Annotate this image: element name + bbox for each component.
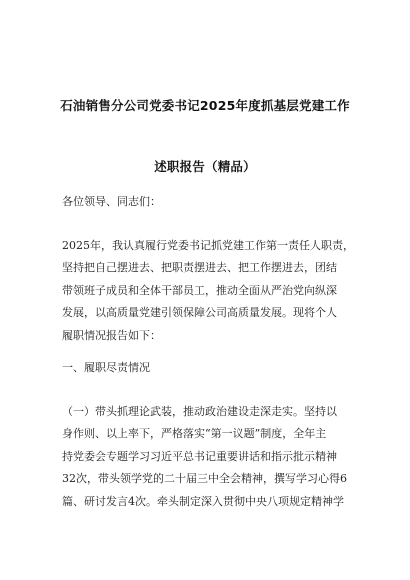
body-paragraph [62,401,362,513]
document-title-line-2: 述职报告（精品） [154,159,256,174]
document-title-line-1: 石油销售分公司党委书记2025年度抓基层党建工作 [60,98,350,113]
paragraph-line: 持党委会专题学习习近平总书记重要讲话和指示批示精神 [62,449,337,463]
intro-paragraph [62,235,362,347]
paragraph-line: 发展，以高质量党建引领保障公司高质量发展。现将个人 [62,306,337,320]
paragraph-line: 2025年，我认真履行党委书记抓党建工作第一责任人职责， [62,239,354,252]
greeting: 各位领导、同志们： [62,195,161,208]
paragraph-line: 履职情况报告如下： [62,328,161,342]
paragraph-line: 32次，带头领学党的二十届三中全会精神，撰写学习心得6 [62,472,347,486]
paragraph-line: 身作则、以上率下，严格落实“第一议题”制度，全年主 [62,427,327,441]
paragraph-line: 篇、研讨发言4次。牵头制定深入贯彻中央八项规定精神学 [62,494,344,508]
paragraph-line: 坚持把自己摆进去、把职责摆进去、把工作摆进去，团结 [62,261,337,275]
paragraph-line: （一）带头抓理论武装，推动政治建设走深走实。坚持以 [62,405,337,418]
paragraph-line: 带领班子成员和全体干部员工，推动全面从严治党向纵深 [62,283,337,297]
section-heading: 一、履职尽责情况 [62,361,150,374]
